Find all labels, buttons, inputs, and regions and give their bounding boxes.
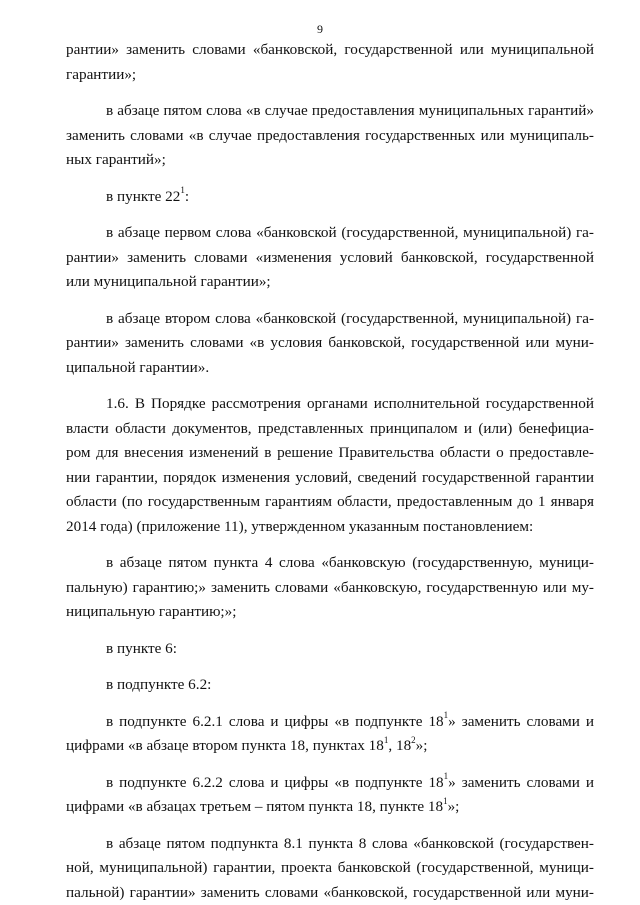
text-line: ром для внесения изменений в решение Правительства области о предоставле- — [66, 444, 594, 461]
page-number: 9 — [317, 22, 323, 36]
text-line: или муниципальной гарантии»; — [66, 273, 271, 290]
text-line: ных гарантий»; — [66, 151, 166, 168]
text-line: 1.6. В Порядке рассмотрения органами исполнительной государственной — [106, 395, 594, 412]
text-line: гарантии»; — [66, 65, 137, 83]
text-line: пальную) гарантию;» заменить словами «банковскую, государственную или му- — [66, 578, 594, 596]
text-line: 2014 года) (приложение 11), утвержденном указанным постановлением: — [66, 517, 534, 535]
text-line: в абзаце втором слова «банковской (государственной, муниципальной) га- — [106, 309, 594, 327]
text-line: рантии» заменить словами «изменения условий банковской, государственной — [66, 248, 594, 266]
text-line: цифрами «в абзаце втором пункта 18, пунктах $18^1$, $18^2$»; — [66, 734, 428, 754]
text-line: в абзаце пятом подпункта 8.1 пункта 8 слова «банковской (государствен- — [106, 834, 594, 852]
text-line: рантии» заменить словами «банковской, государственной или муниципальной — [66, 41, 594, 58]
text-line: в абзаце пятом слова «в случае предоставления муниципальных гарантий» — [106, 102, 594, 119]
text-line: в пункте $22^1$: — [106, 185, 190, 205]
text-line: ципальной гарантии». — [66, 358, 210, 376]
text-line: в подпункте 6.2: — [106, 676, 212, 693]
text-line: власти области документов, представленных принципалом и (или) бенефициа- — [66, 419, 594, 437]
text-line: в подпункте 6.2.2 слова и цифры «в подпункте $18^1$» заменить словами и — [106, 771, 595, 791]
text-line: в абзаце первом слова «банковской (государственной, муниципальной) га- — [106, 224, 594, 241]
document-body — [66, 38, 594, 905]
text-line: ной, муниципальной) гарантии, проекта банковской (государственной, муници- — [66, 859, 594, 876]
text-line: рантии» заменить словами «в условия банковской, государственной или муни- — [66, 334, 594, 351]
text-line: области (по государственным гарантиям области, предоставленным до 1 января — [66, 493, 594, 510]
text-line: нии гарантии, порядок изменения условий, сведений государственной гарантии — [66, 468, 594, 486]
text-line: цифрами «в абзацах третьем – пятом пункта 18, пункте $18^1$»; — [66, 795, 460, 815]
text-line: в абзаце пятом пункта 4 слова «банковскую (государственную, муници- — [106, 554, 594, 571]
text-line: в подпункте 6.2.1 слова и цифры «в подпункте $18^1$» заменить словами и — [106, 710, 595, 730]
text-line: заменить словами «в случае предоставления государственных или муниципаль- — [66, 126, 594, 144]
text-line: пальной) гарантии» заменить словами «банковской, государственной или муни- — [66, 883, 594, 901]
text-line: ниципальную гарантию;»; — [66, 603, 237, 620]
text-line: в пункте 6: — [106, 639, 177, 657]
